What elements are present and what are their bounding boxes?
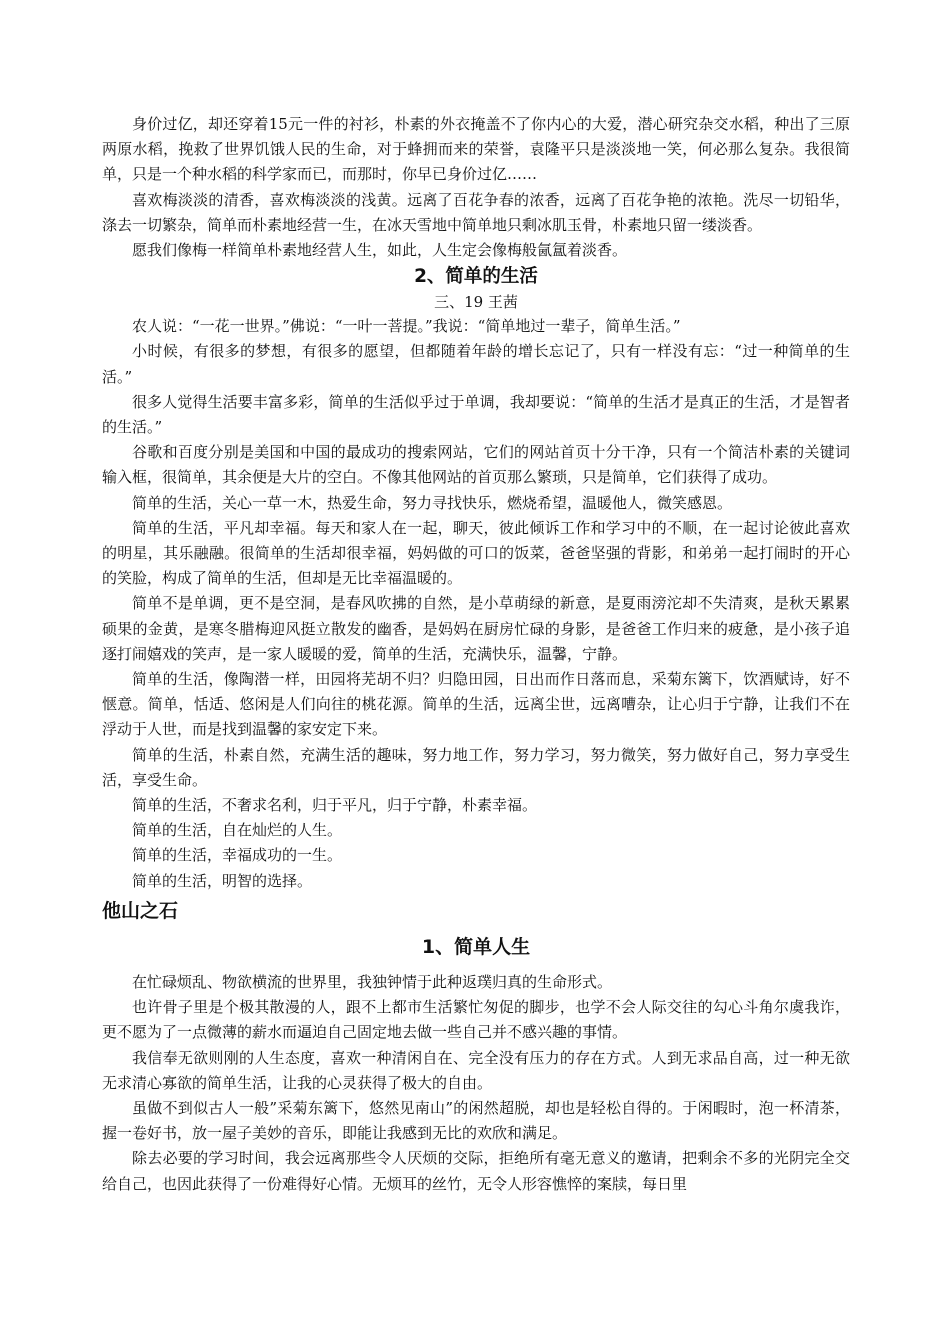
paragraph: 简单的生活，平凡却幸福。每天和家人在一起，聊天，彼此倾诉工作和学习中的不顺，在一起讨论彼此喜欢的明星，其乐融融。很简单的生活却很幸福，妈妈做的可口的饭菜，爸爸坚强的背影，和弟弟一起打闹时的开心的笑脸，构成了简单的生活，但却是无比幸福温暖的。: [102, 518, 850, 588]
paragraph: 简单的生活，关心一草一木，热爱生命，努力寻找快乐，燃烧希望，温暖他人，微笑感恩。: [132, 493, 733, 512]
paragraph: 农人说：“一花一世界。”佛说：“一叶一菩提。”我说：“简单地过一辈子，简单生活。”: [132, 317, 681, 336]
paragraph: 身价过亿，却还穿着15元一件的衬衫，朴素的外衣掩盖不了你内心的大爱，潜心研究杂交水稻，种出了三原两原水稻，挽救了世界饥饿人民的生命，对于蜂拥而来的荣誉，袁隆平只是淡淡地一笑，何必那么复杂。我很简单，只是一个种水稻的科学家而已，而那时，你早已身价过亿……: [102, 115, 850, 184]
paragraph: 愿我们像梅一样简单朴素地经营人生，如此，人生定会像梅般氤氲着淡香。: [132, 241, 628, 260]
paragraph: 简单的生活，像陶潜一样，田园将芜胡不归？归隐田园，日出而作日落而息，采菊东篱下，饮酒赋诗，好不惬意。简单，恬适、悠闲是人们向往的桃花源。简单的生活，远离尘世，远离嘈杂，让心归于宁静，让我们不在浮动于人世，而是找到温馨的家安定下来。: [102, 670, 850, 739]
essay-simple-life: [102, 263, 850, 894]
paragraph: 简单的生活，幸福成功的一生。: [132, 846, 343, 865]
paragraph: 很多人觉得生活要丰富多彩，简单的生活似乎过于单调，我却要说：“简单的生活才是真正的生活，才是智者的生活。”: [102, 392, 850, 437]
essay-title: 1、简单人生: [421, 935, 531, 958]
paragraph: 我信奉无欲则刚的人生态度，喜欢一种清闲自在、完全没有压力的存在方式。人到无求品自高，过一种无欲无求清心寡欲的简单生活，让我的心灵获得了极大的自由。: [102, 1048, 850, 1092]
paragraph: 简单的生活，不奢求名利，归于平凡，归于宁静，朴素幸福。: [132, 796, 538, 815]
essay-byline: 三、19 王茜: [434, 293, 518, 312]
paragraph: 喜欢梅淡淡的清香，喜欢梅淡淡的浅黄。远离了百花争春的浓香，远离了百花争艳的浓艳。洗尽一切铅华，涤去一切繁杂，简单而朴素地经营一生，在冰天雪地中简单地只剩冰肌玉骨，朴素地只留一缕淡香。: [102, 190, 850, 234]
essay-title: 2、简单的生活: [414, 266, 538, 288]
essay-simple-lifetime: [102, 932, 850, 1197]
paragraph: 在忙碌烦乱、物欲横流的世界里，我独钟情于此种返璞归真的生命形式。: [132, 972, 613, 991]
paragraph: 简单不是单调，更不是空洞，是春风吹拂的自然，是小草萌绿的新意，是夏雨滂沱却不失清爽，是秋天累累硕果的金黄，是寒冬腊梅迎风挺立散发的幽香，是妈妈在厨房忙碌的身影，是爸爸工作归来的疲惫，是小孩子追逐打闹嬉戏的笑声，是一家人暖暖的爱，简单的生活，充满快乐，温馨，宁静。: [102, 594, 850, 663]
paragraph: 简单的生活，朴素自然，充满生活的趣味，努力地工作，努力学习，努力微笑，努力做好自己，努力享受生活，享受生命。: [102, 745, 850, 789]
intro-section: [102, 112, 850, 263]
paragraph: 也许骨子里是个极其散漫的人，跟不上都市生活繁忙匆促的脚步，也学不会人际交往的勾心斗角尔虞我诈，更不愿为了一点微薄的薪水而逼迫自己固定地去做一些自己并不感兴趣的事情。: [102, 998, 850, 1042]
paragraph: 小时候，有很多的梦想，有很多的愿望，但都随着年龄的增长忘记了，只有一样没有忘：“过一种简单的生活。”: [102, 342, 850, 386]
paragraph: 简单的生活，明智的选择。: [132, 871, 313, 890]
document-page: [102, 112, 850, 1197]
paragraph: 简单的生活，自在灿烂的人生。: [132, 821, 343, 840]
paragraph: 谷歌和百度分别是美国和中国的最成功的搜索网站，它们的网站首页十分干净，只有一个简洁朴素的关键词输入框，很简单，其余便是大片的空白。不像其他网站的首页那么繁琐，只是简单，它们获得了成功。: [102, 443, 850, 487]
paragraph: 除去必要的学习时间，我会远离那些令人厌烦的交际，拒绝所有毫无意义的邀请，把剩余不多的光阴完全交给自己，也因此获得了一份难得好心情。无烦耳的丝竹，无令人形容憔悴的案牍，每日里: [102, 1149, 850, 1193]
section-heading: 他山之石: [102, 899, 179, 922]
paragraph: 虽做不到似古人一般”采菊东篱下，悠然见南山”的闲然超脱，却也是轻松自得的。于闲暇时，泡一杯清茶，握一卷好书，放一屋子美妙的音乐，即能让我感到无比的欢欣和满足。: [102, 1098, 850, 1143]
